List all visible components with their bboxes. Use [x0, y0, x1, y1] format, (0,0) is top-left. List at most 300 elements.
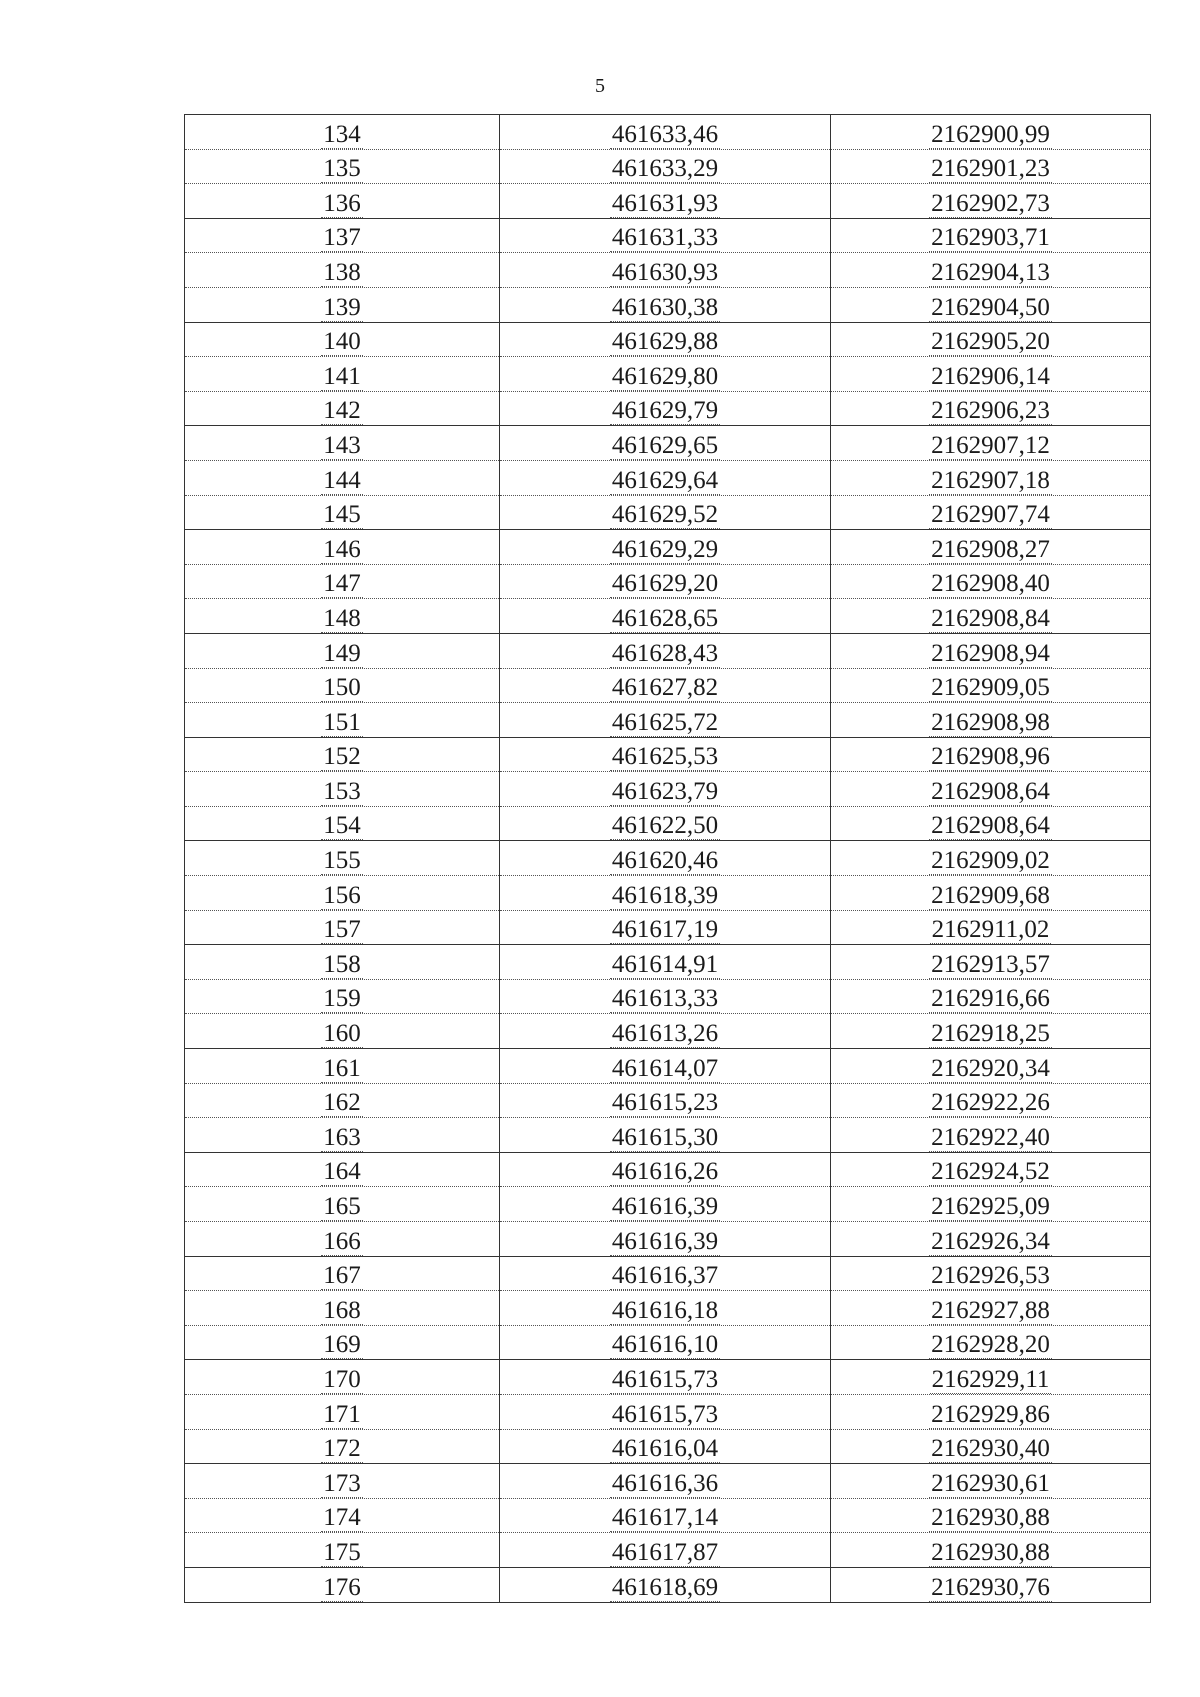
y-coordinate-cell	[831, 1291, 1151, 1326]
x-coordinate-cell	[500, 1118, 831, 1153]
cell-text: 461618,69	[611, 1573, 719, 1601]
cell-text: 461629,65	[611, 431, 719, 459]
y-coordinate-cell	[831, 1429, 1151, 1464]
cell-text: 461616,10	[611, 1331, 719, 1359]
x-coordinate-cell	[500, 1533, 831, 1568]
cell-text: 461616,36	[611, 1469, 719, 1497]
y-coordinate-cell	[831, 1049, 1151, 1084]
y-coordinate-cell	[831, 357, 1151, 392]
cell-text: 170	[323, 1365, 361, 1393]
point-number-cell	[185, 1014, 500, 1049]
cell-text: 461630,38	[611, 293, 719, 321]
cell-text: 2162916,66	[931, 985, 1050, 1013]
table-row	[185, 564, 1151, 599]
point-number-cell	[185, 1429, 500, 1464]
cell-text: 145	[323, 501, 361, 529]
cell-text: 143	[323, 431, 361, 459]
cell-text: 174	[323, 1504, 361, 1532]
y-coordinate-cell	[831, 1222, 1151, 1257]
cell-text: 147	[323, 570, 361, 598]
cell-text: 2162908,27	[931, 535, 1050, 563]
cell-text: 461617,14	[611, 1504, 719, 1532]
cell-text: 461614,91	[611, 950, 719, 978]
cell-text: 2162908,64	[931, 812, 1050, 840]
x-coordinate-cell	[500, 910, 831, 945]
cell-text: 2162907,74	[931, 501, 1050, 529]
point-number-cell	[185, 1049, 500, 1084]
cell-text: 461616,26	[611, 1158, 719, 1186]
cell-text: 461629,52	[611, 501, 719, 529]
cell-text: 144	[323, 466, 361, 494]
cell-text: 461616,18	[611, 1296, 719, 1324]
x-coordinate-cell	[500, 841, 831, 876]
point-number-cell	[185, 253, 500, 288]
cell-text: 461615,23	[611, 1089, 719, 1117]
point-number-cell	[185, 841, 500, 876]
cell-text: 461618,39	[611, 881, 719, 909]
y-coordinate-cell	[831, 1187, 1151, 1222]
cell-text: 141	[323, 362, 361, 390]
x-coordinate-cell	[500, 1291, 831, 1326]
cell-text: 162	[323, 1089, 361, 1117]
y-coordinate-cell	[831, 1014, 1151, 1049]
point-number-cell	[185, 149, 500, 184]
x-coordinate-cell	[500, 1049, 831, 1084]
cell-text: 2162908,96	[931, 743, 1050, 771]
cell-text: 2162909,05	[931, 674, 1050, 702]
cell-text: 2162930,88	[931, 1538, 1050, 1566]
cell-text: 461629,29	[611, 535, 719, 563]
cell-text: 2162904,13	[931, 258, 1050, 286]
x-coordinate-cell	[500, 1152, 831, 1187]
cell-text: 167	[323, 1262, 361, 1290]
cell-text: 461616,39	[611, 1227, 719, 1255]
x-coordinate-cell	[500, 149, 831, 184]
table-row	[185, 426, 1151, 461]
x-coordinate-cell	[500, 1325, 831, 1360]
cell-text: 171	[323, 1400, 361, 1428]
cell-text: 461629,79	[611, 397, 719, 425]
cell-text: 161	[323, 1054, 361, 1082]
cell-text: 2162918,25	[931, 1020, 1050, 1048]
table-row	[185, 1429, 1151, 1464]
x-coordinate-cell	[500, 1187, 831, 1222]
point-number-cell	[185, 599, 500, 634]
y-coordinate-cell	[831, 218, 1151, 253]
point-number-cell	[185, 184, 500, 219]
y-coordinate-cell	[831, 1567, 1151, 1602]
table-row	[185, 1014, 1151, 1049]
point-number-cell	[185, 910, 500, 945]
table-row	[185, 1152, 1151, 1187]
cell-text: 461615,73	[611, 1400, 719, 1428]
x-coordinate-cell	[500, 357, 831, 392]
cell-text: 2162926,34	[931, 1227, 1050, 1255]
cell-text: 2162908,64	[931, 777, 1050, 805]
table-row	[185, 668, 1151, 703]
cell-text: 2162929,86	[931, 1400, 1050, 1428]
point-number-cell	[185, 1394, 500, 1429]
table-row	[185, 1533, 1151, 1568]
cell-text: 461614,07	[611, 1054, 719, 1082]
cell-text: 175	[323, 1538, 361, 1566]
cell-text: 2162906,14	[931, 362, 1050, 390]
y-coordinate-cell	[831, 876, 1151, 911]
point-number-cell	[185, 1152, 500, 1187]
x-coordinate-cell	[500, 287, 831, 322]
table-row	[185, 149, 1151, 184]
y-coordinate-cell	[831, 1533, 1151, 1568]
y-coordinate-cell	[831, 426, 1151, 461]
y-coordinate-cell	[831, 633, 1151, 668]
table-row	[185, 599, 1151, 634]
point-number-cell	[185, 1533, 500, 1568]
cell-text: 461628,43	[611, 639, 719, 667]
point-number-cell	[185, 426, 500, 461]
cell-text: 461623,79	[611, 777, 719, 805]
point-number-cell	[185, 1118, 500, 1153]
y-coordinate-cell	[831, 391, 1151, 426]
point-number-cell	[185, 1291, 500, 1326]
table-row	[185, 495, 1151, 530]
cell-text: 461622,50	[611, 812, 719, 840]
y-coordinate-cell	[831, 979, 1151, 1014]
x-coordinate-cell	[500, 495, 831, 530]
cell-text: 166	[323, 1227, 361, 1255]
y-coordinate-cell	[831, 564, 1151, 599]
cell-text: 168	[323, 1296, 361, 1324]
point-number-cell	[185, 1567, 500, 1602]
cell-text: 2162928,20	[931, 1331, 1050, 1359]
cell-text: 461628,65	[611, 604, 719, 632]
point-number-cell	[185, 391, 500, 426]
x-coordinate-cell	[500, 1394, 831, 1429]
point-number-cell	[185, 945, 500, 980]
y-coordinate-cell	[831, 599, 1151, 634]
table-row	[185, 460, 1151, 495]
cell-text: 2162922,40	[931, 1123, 1050, 1151]
cell-text: 163	[323, 1123, 361, 1151]
y-coordinate-cell	[831, 945, 1151, 980]
cell-text: 2162904,50	[931, 293, 1050, 321]
y-coordinate-cell	[831, 1118, 1151, 1153]
x-coordinate-cell	[500, 1360, 831, 1395]
cell-text: 461629,80	[611, 362, 719, 390]
table-row	[185, 945, 1151, 980]
y-coordinate-cell	[831, 495, 1151, 530]
x-coordinate-cell	[500, 460, 831, 495]
x-coordinate-cell	[500, 564, 831, 599]
x-coordinate-cell	[500, 876, 831, 911]
cell-text: 461631,33	[611, 224, 719, 252]
cell-text: 2162911,02	[931, 916, 1050, 944]
cell-text: 2162920,34	[931, 1054, 1050, 1082]
cell-text: 165	[323, 1193, 361, 1220]
cell-text: 2162906,23	[931, 397, 1050, 425]
cell-text: 157	[323, 916, 361, 944]
x-coordinate-cell	[500, 1464, 831, 1499]
cell-text: 146	[323, 535, 361, 563]
cell-text: 2162908,98	[931, 708, 1050, 736]
cell-text: 2162930,76	[931, 1573, 1050, 1601]
cell-text: 149	[323, 639, 361, 667]
cell-text: 2162930,61	[931, 1469, 1050, 1497]
cell-text: 172	[323, 1435, 361, 1463]
cell-text: 461625,53	[611, 743, 719, 771]
point-number-cell	[185, 564, 500, 599]
table-row	[185, 703, 1151, 738]
x-coordinate-cell	[500, 979, 831, 1014]
x-coordinate-cell	[500, 253, 831, 288]
point-number-cell	[185, 876, 500, 911]
cell-text: 152	[323, 743, 361, 771]
cell-text: 461617,87	[611, 1538, 719, 1566]
point-number-cell	[185, 703, 500, 738]
point-number-cell	[185, 357, 500, 392]
cell-text: 2162902,73	[931, 189, 1050, 217]
y-coordinate-cell	[831, 1360, 1151, 1395]
x-coordinate-cell	[500, 703, 831, 738]
table-row	[185, 1291, 1151, 1326]
table-row	[185, 876, 1151, 911]
cell-text: 461615,30	[611, 1123, 719, 1151]
table-row	[185, 1083, 1151, 1118]
point-number-cell	[185, 979, 500, 1014]
cell-text: 173	[323, 1469, 361, 1497]
page-number: 5	[595, 75, 605, 97]
y-coordinate-cell	[831, 287, 1151, 322]
cell-text: 176	[323, 1573, 361, 1601]
cell-text: 461615,73	[611, 1365, 719, 1393]
x-coordinate-cell	[500, 1083, 831, 1118]
y-coordinate-cell	[831, 1325, 1151, 1360]
table-row	[185, 253, 1151, 288]
point-number-cell	[185, 460, 500, 495]
table-row	[185, 357, 1151, 392]
table-row	[185, 806, 1151, 841]
x-coordinate-cell	[500, 737, 831, 772]
y-coordinate-cell	[831, 253, 1151, 288]
cell-text: 2162905,20	[931, 328, 1050, 356]
cell-text: 461633,46	[611, 120, 719, 148]
x-coordinate-cell	[500, 1256, 831, 1291]
point-number-cell	[185, 1222, 500, 1257]
x-coordinate-cell	[500, 184, 831, 219]
point-number-cell	[185, 322, 500, 357]
y-coordinate-cell	[831, 530, 1151, 565]
cell-text: 150	[323, 674, 361, 702]
cell-text: 2162903,71	[931, 224, 1050, 252]
cell-text: 461627,82	[611, 674, 719, 702]
cell-text: 461616,39	[611, 1193, 719, 1220]
table-row	[185, 1049, 1151, 1084]
cell-text: 461630,93	[611, 258, 719, 286]
cell-text: 2162922,26	[931, 1089, 1050, 1117]
cell-text: 164	[323, 1158, 361, 1186]
y-coordinate-cell	[831, 460, 1151, 495]
table-row	[185, 1498, 1151, 1533]
y-coordinate-cell	[831, 1083, 1151, 1118]
x-coordinate-cell	[500, 772, 831, 807]
point-number-cell	[185, 1498, 500, 1533]
cell-text: 139	[323, 293, 361, 321]
x-coordinate-cell	[500, 322, 831, 357]
x-coordinate-cell	[500, 218, 831, 253]
cell-text: 461613,33	[611, 985, 719, 1013]
x-coordinate-cell	[500, 426, 831, 461]
x-coordinate-cell	[500, 1014, 831, 1049]
cell-text: 2162930,40	[931, 1435, 1050, 1463]
table-row	[185, 1394, 1151, 1429]
table-row	[185, 322, 1151, 357]
cell-text: 461633,29	[611, 155, 719, 183]
cell-text: 2162901,23	[931, 155, 1050, 183]
table-row	[185, 1256, 1151, 1291]
table-row	[185, 391, 1151, 426]
cell-text: 153	[323, 777, 361, 805]
point-number-cell	[185, 1256, 500, 1291]
cell-text: 461629,64	[611, 466, 719, 494]
cell-text: 2162907,12	[931, 431, 1050, 459]
y-coordinate-cell	[831, 1498, 1151, 1533]
cell-text: 142	[323, 397, 361, 425]
x-coordinate-cell	[500, 391, 831, 426]
cell-text: 2162913,57	[931, 950, 1050, 978]
y-coordinate-cell	[831, 1464, 1151, 1499]
y-coordinate-cell	[831, 149, 1151, 184]
x-coordinate-cell	[500, 806, 831, 841]
cell-text: 169	[323, 1331, 361, 1359]
x-coordinate-cell	[500, 1567, 831, 1602]
cell-text: 461617,19	[611, 916, 719, 944]
cell-text: 2162900,99	[931, 120, 1050, 148]
cell-text: 461625,72	[611, 708, 719, 736]
point-number-cell	[185, 1464, 500, 1499]
cell-text: 156	[323, 881, 361, 909]
table-row	[185, 287, 1151, 322]
x-coordinate-cell	[500, 945, 831, 980]
table-row	[185, 1118, 1151, 1153]
cell-text: 2162908,40	[931, 570, 1050, 598]
y-coordinate-cell	[831, 115, 1151, 150]
x-coordinate-cell	[500, 1429, 831, 1464]
table-row	[185, 115, 1151, 150]
cell-text: 2162925,09	[931, 1193, 1050, 1220]
table-row	[185, 633, 1151, 668]
x-coordinate-cell	[500, 115, 831, 150]
point-number-cell	[185, 1083, 500, 1118]
y-coordinate-cell	[831, 668, 1151, 703]
cell-text: 2162929,11	[931, 1365, 1050, 1393]
point-number-cell	[185, 737, 500, 772]
y-coordinate-cell	[831, 322, 1151, 357]
cell-text: 154	[323, 812, 361, 840]
table-row	[185, 1187, 1151, 1222]
cell-text: 160	[323, 1020, 361, 1048]
cell-text: 461616,37	[611, 1262, 719, 1290]
y-coordinate-cell	[831, 806, 1151, 841]
cell-text: 136	[323, 189, 361, 217]
cell-text: 137	[323, 224, 361, 252]
cell-text: 2162908,94	[931, 639, 1050, 667]
point-number-cell	[185, 806, 500, 841]
point-number-cell	[185, 772, 500, 807]
x-coordinate-cell	[500, 1222, 831, 1257]
point-number-cell	[185, 218, 500, 253]
cell-text: 2162924,52	[931, 1158, 1050, 1186]
table-row	[185, 184, 1151, 219]
point-number-cell	[185, 287, 500, 322]
table-row	[185, 841, 1151, 876]
table-row	[185, 772, 1151, 807]
table-row	[185, 218, 1151, 253]
table-row	[185, 1567, 1151, 1602]
point-number-cell	[185, 1360, 500, 1395]
point-number-cell	[185, 1325, 500, 1360]
y-coordinate-cell	[831, 772, 1151, 807]
point-number-cell	[185, 495, 500, 530]
table-row	[185, 1222, 1151, 1257]
y-coordinate-cell	[831, 1394, 1151, 1429]
x-coordinate-cell	[500, 530, 831, 565]
cell-text: 138	[323, 258, 361, 286]
cell-text: 134	[323, 120, 361, 148]
point-number-cell	[185, 115, 500, 150]
table-row	[185, 979, 1151, 1014]
cell-text: 2162926,53	[931, 1262, 1050, 1290]
cell-text: 461620,46	[611, 847, 719, 875]
y-coordinate-cell	[831, 737, 1151, 772]
coordinates-table	[184, 114, 1151, 1603]
table-row	[185, 737, 1151, 772]
y-coordinate-cell	[831, 184, 1151, 219]
x-coordinate-cell	[500, 668, 831, 703]
y-coordinate-cell	[831, 910, 1151, 945]
cell-text: 2162909,02	[931, 847, 1050, 875]
table-row	[185, 530, 1151, 565]
cell-text: 461616,04	[611, 1435, 719, 1463]
y-coordinate-cell	[831, 841, 1151, 876]
cell-text: 461629,20	[611, 570, 719, 598]
cell-text: 2162930,88	[931, 1504, 1050, 1532]
coordinates-table-body	[185, 115, 1151, 1603]
cell-text: 148	[323, 604, 361, 632]
cell-text: 2162908,84	[931, 604, 1050, 632]
cell-text: 2162907,18	[931, 466, 1050, 494]
table-row	[185, 1325, 1151, 1360]
cell-text: 2162927,88	[931, 1296, 1050, 1324]
x-coordinate-cell	[500, 1498, 831, 1533]
cell-text: 135	[323, 155, 361, 183]
point-number-cell	[185, 668, 500, 703]
y-coordinate-cell	[831, 703, 1151, 738]
table-row	[185, 910, 1151, 945]
cell-text: 2162909,68	[931, 881, 1050, 909]
point-number-cell	[185, 530, 500, 565]
x-coordinate-cell	[500, 633, 831, 668]
cell-text: 461613,26	[611, 1020, 719, 1048]
cell-text: 159	[323, 985, 361, 1013]
point-number-cell	[185, 633, 500, 668]
cell-text: 155	[323, 847, 361, 875]
table-row	[185, 1464, 1151, 1499]
table-row	[185, 1360, 1151, 1395]
cell-text: 461631,93	[611, 189, 719, 217]
cell-text: 151	[323, 708, 361, 736]
cell-text: 140	[323, 328, 361, 356]
y-coordinate-cell	[831, 1256, 1151, 1291]
cell-text: 158	[323, 950, 361, 978]
